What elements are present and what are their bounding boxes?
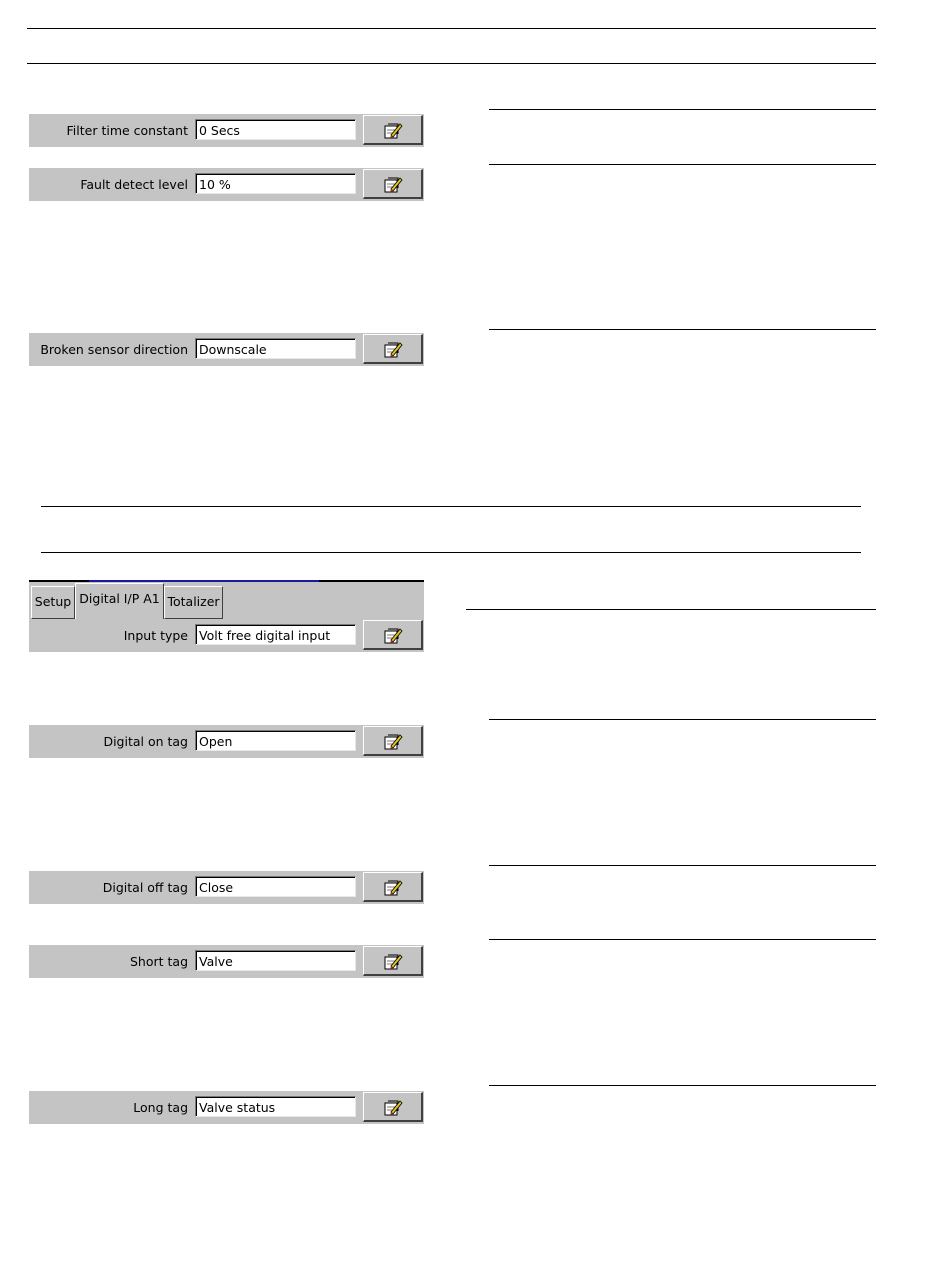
tab-digital-ip-a1[interactable]: Digital I/P A1	[75, 583, 164, 621]
tab-bar-accent	[89, 580, 319, 582]
divider	[489, 865, 876, 866]
divider	[41, 506, 861, 507]
setting-label: Input type	[123, 628, 188, 643]
setting-row-filter-time-constant	[29, 114, 424, 147]
edit-form-icon	[383, 174, 403, 194]
edit-button[interactable]	[363, 1092, 423, 1122]
setting-row-input-type	[29, 619, 424, 652]
value-field[interactable]: 0 Secs	[195, 119, 356, 140]
setting-label: Digital on tag	[103, 734, 188, 749]
divider	[27, 28, 876, 29]
tab-bar	[29, 580, 424, 619]
divider	[489, 1085, 876, 1086]
edit-form-icon	[383, 731, 403, 751]
edit-form-icon	[383, 625, 403, 645]
setting-label: Short tag	[129, 954, 188, 969]
edit-form-icon	[383, 1097, 403, 1117]
setting-label: Digital off tag	[102, 880, 188, 895]
setting-label: Broken sensor direction	[40, 342, 188, 357]
setting-row-short-tag	[29, 945, 424, 978]
divider	[489, 329, 876, 330]
divider	[41, 552, 861, 553]
value-field[interactable]: Open	[195, 730, 356, 751]
edit-button[interactable]	[363, 169, 423, 199]
value-field[interactable]: 10 %	[195, 173, 356, 194]
setting-row-long-tag	[29, 1091, 424, 1124]
setting-row-broken-sensor-direction	[29, 333, 424, 366]
edit-form-icon	[383, 877, 403, 897]
edit-button[interactable]	[363, 872, 423, 902]
value-field[interactable]: Close	[195, 876, 356, 897]
divider	[27, 63, 876, 64]
value-field[interactable]: Valve	[195, 950, 356, 971]
setting-row-digital-off-tag	[29, 871, 424, 904]
setting-label: Long tag	[133, 1100, 188, 1115]
setting-label: Fault detect level	[80, 177, 188, 192]
edit-form-icon	[383, 339, 403, 359]
divider	[489, 719, 876, 720]
tab-setup[interactable]: Setup	[31, 586, 75, 619]
divider	[489, 109, 876, 110]
value-field[interactable]: Downscale	[195, 338, 356, 359]
divider	[489, 164, 876, 165]
edit-button[interactable]	[363, 115, 423, 145]
edit-button[interactable]	[363, 620, 423, 650]
setting-row-digital-on-tag	[29, 725, 424, 758]
setting-row-fault-detect-level	[29, 168, 424, 201]
divider	[489, 939, 876, 940]
tab-totalizer[interactable]: Totalizer	[164, 586, 223, 619]
edit-form-icon	[383, 951, 403, 971]
divider	[466, 609, 876, 610]
edit-button[interactable]	[363, 726, 423, 756]
edit-button[interactable]	[363, 334, 423, 364]
setting-label: Filter time constant	[66, 123, 188, 138]
edit-form-icon	[383, 120, 403, 140]
value-field[interactable]: Volt free digital input	[195, 624, 356, 645]
value-field[interactable]: Valve status	[195, 1096, 356, 1117]
edit-button[interactable]	[363, 946, 423, 976]
